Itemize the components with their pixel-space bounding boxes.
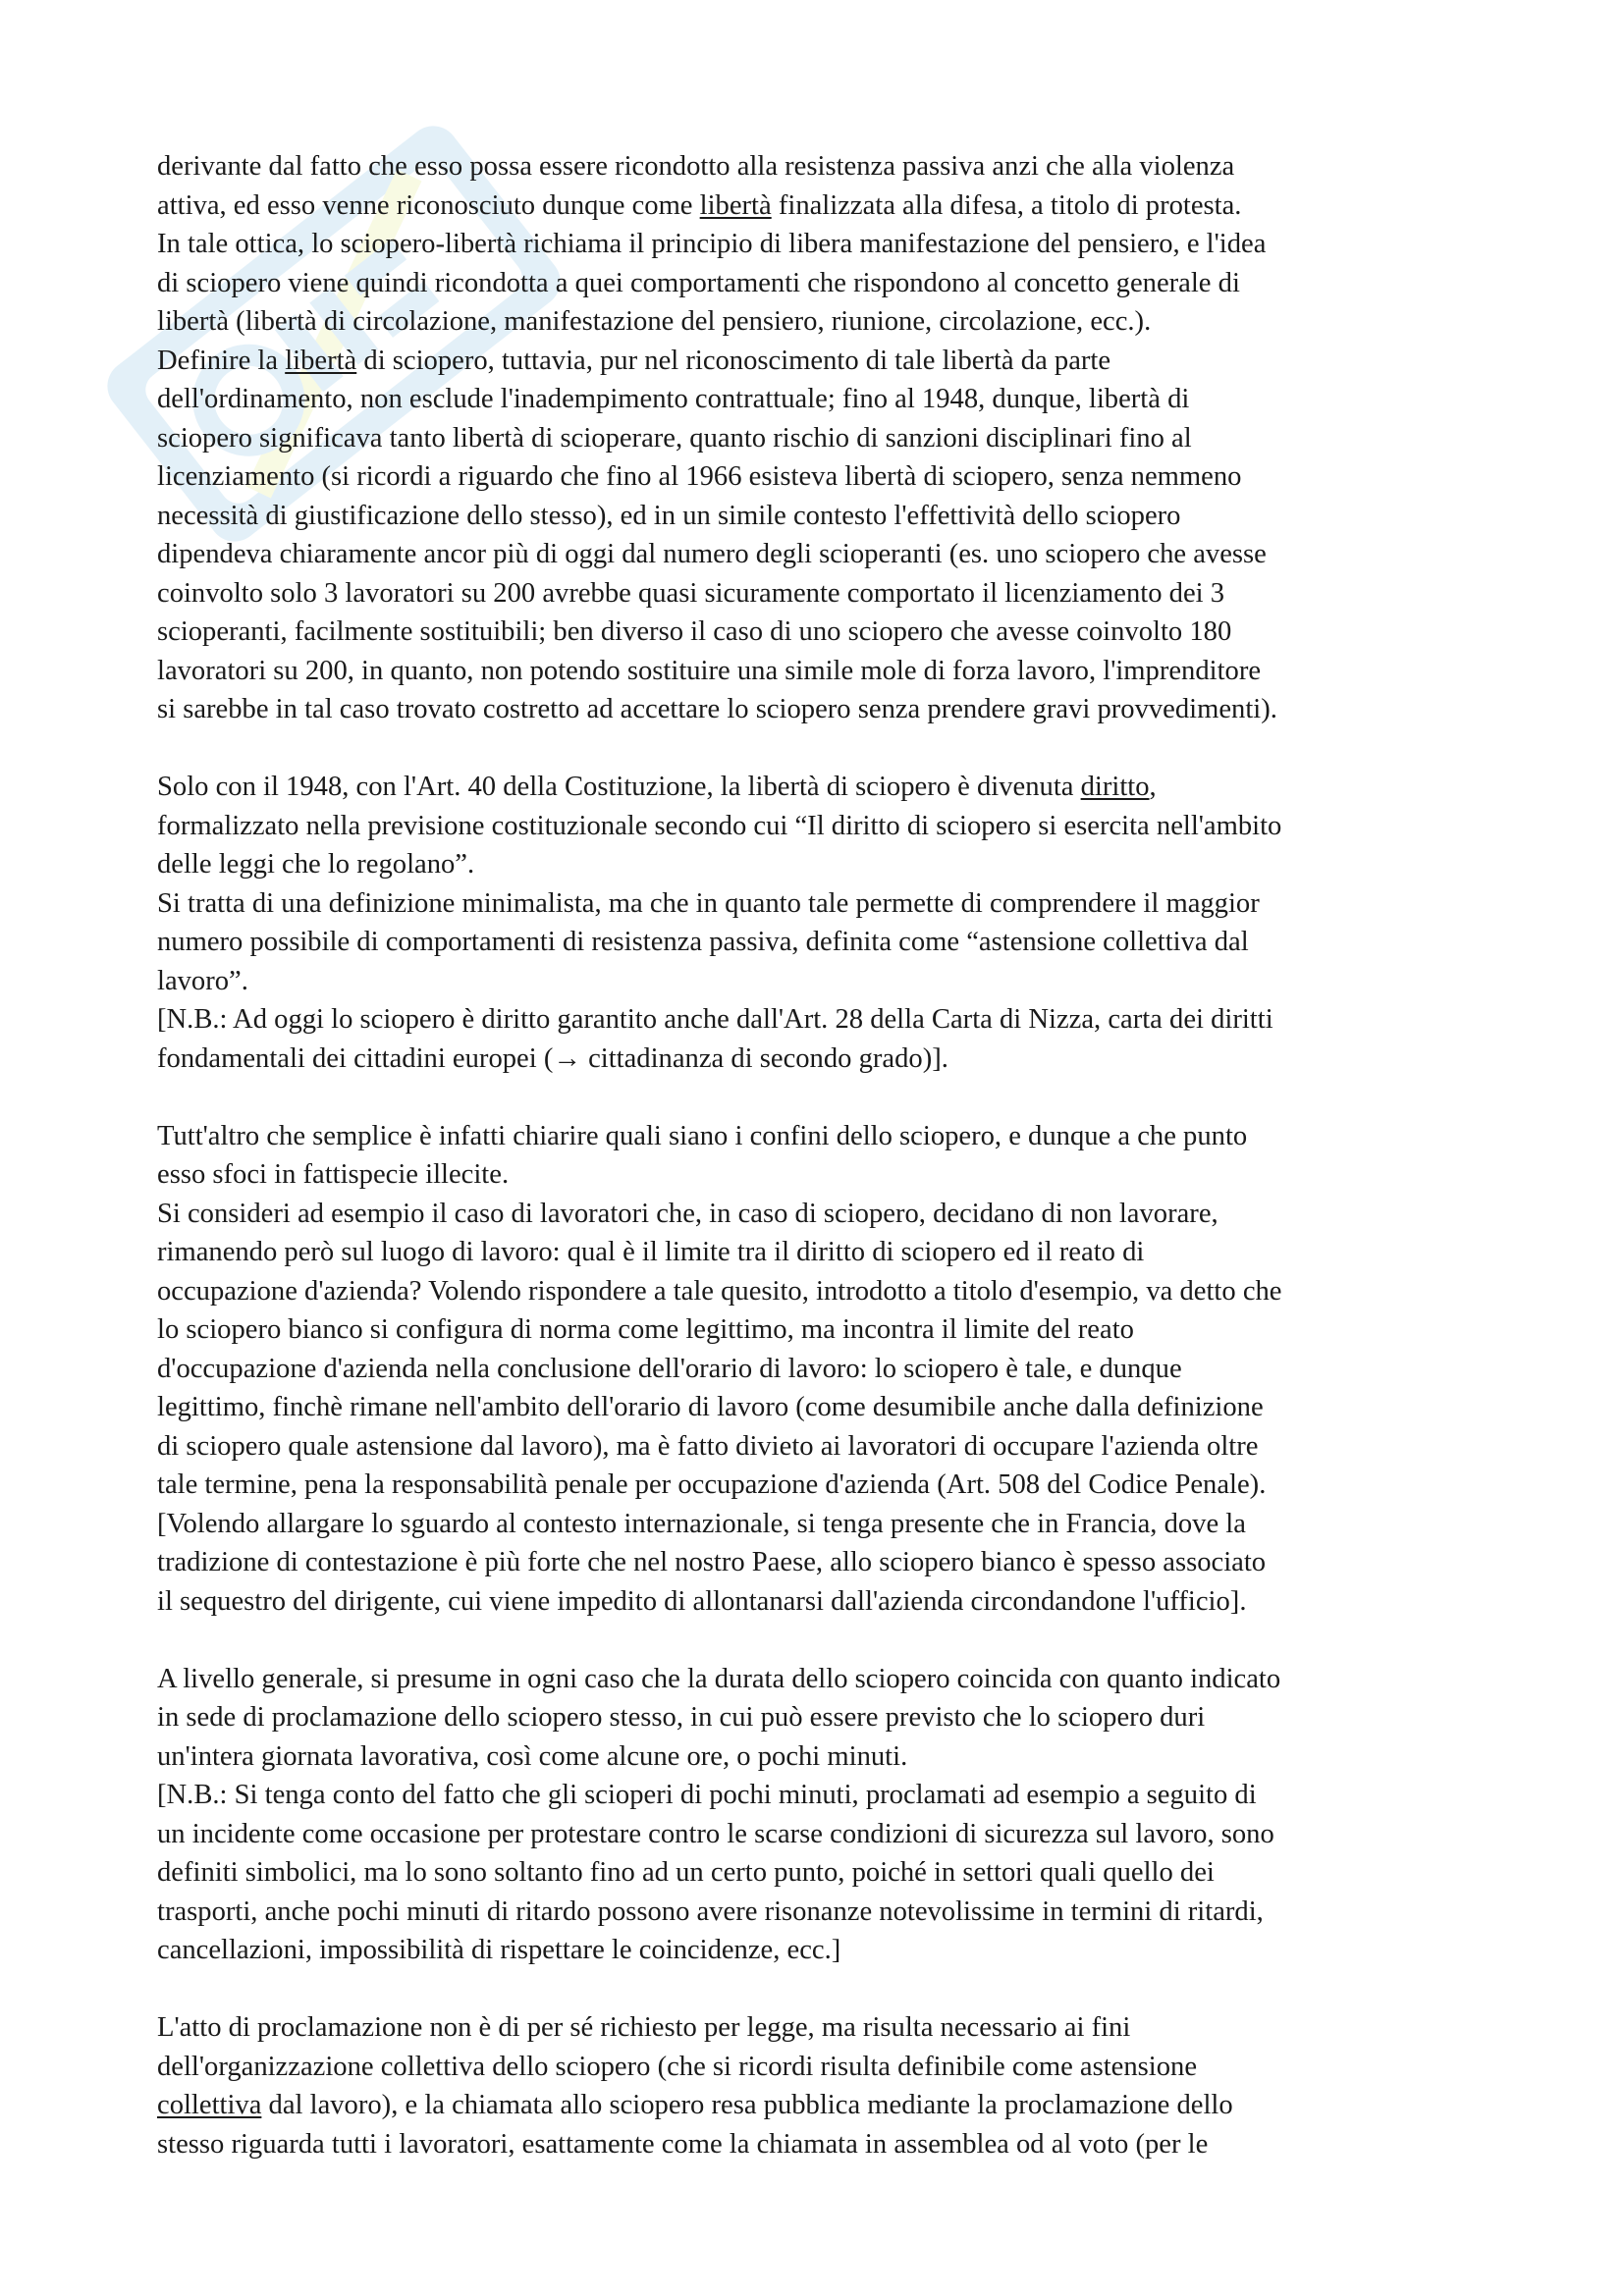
text-line — [157, 845, 1478, 884]
text-line — [157, 302, 1478, 342]
text-run: sciopero significava tanto libertà di scioperare, quanto rischio di sanzioni disciplinari fino al — [157, 422, 1192, 454]
text-run: numero possibile di comportamenti di resistenza passiva, definita come “astensione collettiva dal — [157, 927, 1249, 957]
text-run: occupazione d'azienda? Volendo rispondere a tale quesito, introdotto a titolo d'esempio, va detto che — [157, 1275, 1282, 1307]
text-line — [157, 264, 1478, 303]
text-line — [157, 1272, 1478, 1311]
text-line — [157, 1931, 1478, 1970]
text-run: esso sfoci in fattispecie illecite. — [157, 1159, 510, 1190]
text-run: libertà (libertà di circolazione, manifestazione del pensiero, riunione, circolazione, ecc.). — [157, 306, 1152, 337]
underlined-term: libertà — [285, 345, 357, 376]
text-run: si sarebbe in tal caso trovato costretto ad accettare lo sciopero senza prendere gravi provvedimenti). — [157, 694, 1277, 724]
text-line — [157, 1310, 1478, 1350]
underlined-term: libertà — [699, 189, 772, 221]
text-run: [N.B.: Si tenga conto del fatto che gli scioperi di pochi minuti, proclamati ad esempio a seguito di — [157, 1780, 1257, 1810]
text-line — [157, 1543, 1478, 1582]
text-run: , — [1149, 772, 1157, 802]
text-run: dell'organizzazione collettiva dello sciopero (che si ricordi risulta definibile come astensione — [157, 2051, 1198, 2082]
text-line — [157, 2086, 1478, 2125]
text-line — [157, 1698, 1478, 1737]
text-line — [157, 1117, 1478, 1156]
text-line — [157, 1233, 1478, 1272]
text-run: derivante dal fatto che esso possa essere ricondotto alla resistenza passiva anzi che alla violenza — [157, 151, 1235, 182]
text-run: un'intera giornata lavorativa, così come alcune ore, o pochi minuti. — [157, 1740, 908, 1772]
text-line — [157, 380, 1478, 419]
text-line — [157, 457, 1478, 497]
paragraph-3 — [157, 1117, 1478, 1622]
text-line — [157, 225, 1478, 264]
text-line — [157, 1853, 1478, 1893]
text-line — [157, 690, 1478, 729]
text-line — [157, 574, 1478, 614]
text-line — [157, 535, 1478, 574]
text-line — [157, 2008, 1478, 2048]
text-run: scioperanti, facilmente sostituibili; ben diverso il caso di uno sciopero che avesse coinvolto 180 — [157, 616, 1232, 647]
text-line — [157, 1195, 1478, 1234]
text-run: finalizzata alla difesa, a titolo di protesta. — [771, 189, 1242, 221]
text-run: tradizione di contestazione è più forte che nel nostro Paese, allo sciopero bianco è spesso associato — [157, 1547, 1267, 1577]
text-run: trasporti, anche pochi minuti di ritardo possono avere risonanze notevolissime in termini di ritardi, — [157, 1896, 1264, 1927]
text-run: In tale ottica, lo sciopero-libertà richiama il principio di libera manifestazione del pensiero, e l'idea — [157, 229, 1267, 259]
text-run: necessità di giustificazione dello stesso), ed in un simile contesto l'effettività dello sciopero — [157, 500, 1181, 531]
text-line — [157, 1582, 1478, 1622]
text-run: lavoratori su 200, in quanto, non potendo sostituire una simile mole di forza lavoro, l'imprenditore — [157, 655, 1262, 686]
text-run: d'occupazione d'azienda nella conclusione dell'orario di lavoro: lo sciopero è tale, e dunque — [157, 1353, 1182, 1384]
paragraph-1 — [157, 147, 1478, 729]
text-run: dal lavoro), e la chiamata allo sciopero resa pubblica mediante la proclamazione dello — [261, 2090, 1233, 2120]
text-line — [157, 613, 1478, 652]
text-line — [157, 1155, 1478, 1195]
paragraph-5 — [157, 2008, 1478, 2163]
text-line — [157, 1466, 1478, 1505]
text-run: in sede di proclamazione dello sciopero stesso, in cui può essere previsto che lo sciopero duri — [157, 1702, 1206, 1733]
text-line — [157, 1427, 1478, 1467]
paragraph-4 — [157, 1660, 1478, 1970]
text-run: un incidente come occasione per protestare contro le scarse condizioni di sicurezza sul lavoro, sono — [157, 1818, 1274, 1849]
text-run: dell'ordinamento, non esclude l'inadempimento contrattuale; fino al 1948, dunque, libertà di — [157, 384, 1190, 414]
underlined-term: collettiva — [157, 2090, 262, 2120]
text-run: tale termine, pena la responsabilità penale per occupazione d'azienda (Art. 508 del Codice Penale). — [157, 1469, 1267, 1500]
text-line — [157, 923, 1478, 962]
text-line — [157, 962, 1478, 1001]
text-run: stesso riguarda tutti i lavoratori, esattamente come la chiamata in assemblea od al voto (per le — [157, 2128, 1209, 2160]
text-run: di sciopero viene quindi ricondotta a quei comportamenti che rispondono al concetto generale di — [157, 267, 1240, 298]
text-line — [157, 1815, 1478, 1854]
text-run: A livello generale, si presume in ogni caso che la durata dello sciopero coincida con quanto indicato — [157, 1663, 1281, 1694]
text-line — [157, 884, 1478, 924]
text-run: il sequestro del dirigente, cui viene impedito di allontanarsi dall'azienda circondandone l'ufficio]. — [157, 1585, 1247, 1617]
text-run: Definire la — [157, 345, 286, 376]
text-run: Solo con il 1948, con l'Art. 40 della Costituzione, la libertà di sciopero è divenuta — [157, 772, 1081, 802]
text-run: [N.B.: Ad oggi lo sciopero è diritto garantito anche dall'Art. 28 della Carta di Nizza, carta dei diritti — [157, 1004, 1273, 1035]
text-line — [157, 1000, 1478, 1040]
text-line — [157, 2125, 1478, 2164]
text-run: delle leggi che lo regolano”. — [157, 849, 475, 880]
text-run: Tutt'altro che semplice è infatti chiarire quali siano i confini dello sciopero, e dunque a che punto — [157, 1120, 1248, 1151]
text-line — [157, 1350, 1478, 1389]
text-line — [157, 342, 1478, 381]
text-run: fondamentali dei cittadini europei (→ cittadinanza di secondo grado)]. — [157, 1042, 948, 1074]
text-line — [157, 652, 1478, 691]
text-line — [157, 1893, 1478, 1932]
text-line — [157, 1776, 1478, 1815]
text-line — [157, 419, 1478, 458]
text-run: legittimo, finchè rimane nell'ambito dell'orario di lavoro (come desumibile anche dalla definizione — [157, 1392, 1264, 1422]
text-line — [157, 768, 1478, 807]
text-line — [157, 147, 1478, 187]
text-run: [Volendo allargare lo sguardo al contesto internazionale, si tenga presente che in Francia, dove la — [157, 1508, 1246, 1539]
text-run: definiti simbolici, ma lo sono soltanto fino ad un certo punto, poiché in settori quali quello dei — [157, 1857, 1215, 1888]
text-run: coinvolto solo 3 lavoratori su 200 avrebbe quasi sicuramente comportato il licenziamento dei 3 — [157, 577, 1225, 609]
text-run: Si consideri ad esempio il caso di lavoratori che, in caso di sciopero, decidano di non lavorare, — [157, 1198, 1218, 1229]
text-run: di sciopero quale astensione dal lavoro), ma è fatto divieto ai lavoratori di occupare l'azienda oltre — [157, 1430, 1259, 1462]
text-line — [157, 1505, 1478, 1544]
text-run: lo sciopero bianco si configura di norma come legittimo, ma incontra il limite del reato — [157, 1314, 1134, 1345]
text-line — [157, 187, 1478, 226]
text-run: lavoro”. — [157, 965, 248, 996]
text-line — [157, 1660, 1478, 1699]
text-line — [157, 1040, 1478, 1079]
text-run: licenziamento (si ricordi a riguardo che fino al 1966 esisteva libertà di sciopero, senza nemmeno — [157, 461, 1242, 492]
paragraph-2 — [157, 768, 1478, 1078]
text-line — [157, 1737, 1478, 1777]
text-line — [157, 497, 1478, 536]
text-run: dipendeva chiaramente ancor più di oggi dal numero degli scioperanti (es. uno sciopero che avesse — [157, 539, 1267, 569]
text-line — [157, 2048, 1478, 2087]
text-run: L'atto di proclamazione non è di per sé richiesto per legge, ma risulta necessario ai fini — [157, 2012, 1131, 2043]
text-run: attiva, ed esso venne riconosciuto dunque come — [157, 189, 700, 221]
text-run: di sciopero, tuttavia, pur nel riconoscimento di tale libertà da parte — [356, 345, 1111, 376]
text-run: formalizzato nella previsione costituzionale secondo cui “Il diritto di sciopero si esercita nell'ambito — [157, 810, 1282, 841]
text-line — [157, 807, 1478, 846]
text-run: Si tratta di una definizione minimalista, ma che in quanto tale permette di comprendere il maggior — [157, 887, 1260, 919]
text-run: rimanendo però sul luogo di lavoro: qual è il limite tra il diritto di sciopero ed il reato di — [157, 1237, 1145, 1267]
text-run: cancellazioni, impossibilità di rispettare le coincidenze, ecc.] — [157, 1935, 841, 1965]
underlined-term: diritto — [1080, 772, 1150, 802]
document-body — [157, 147, 1478, 2163]
text-line — [157, 1388, 1478, 1427]
